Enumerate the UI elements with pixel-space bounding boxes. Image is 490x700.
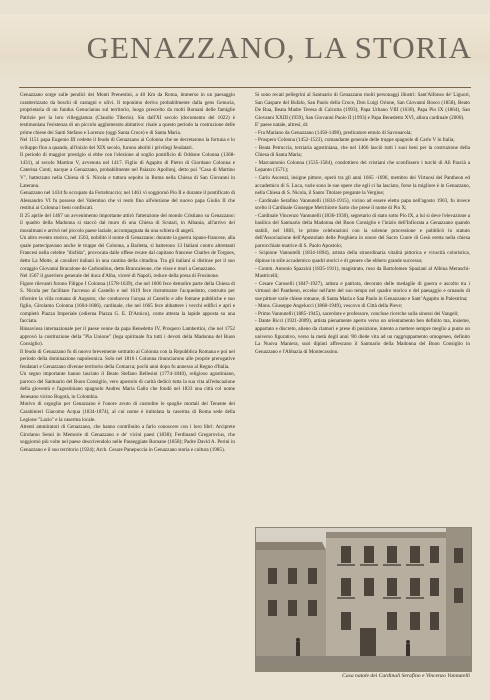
left-column-text bbox=[20, 92, 235, 697]
right-paragraph: - Prospero Colonna (1452-1523), comandante generale delle truppe spagnole di Carlo V in Italia; bbox=[255, 137, 455, 144]
title-divider bbox=[19, 87, 471, 88]
right-paragraph: - Marcantonio Colonna (1535-1584), condottiero dei cristiani che sconfissero i turchi di Alì Pascià a Lepanto (1571); bbox=[255, 159, 470, 174]
left-paragraph: Attenti ammiratori di Genazzano, che hanno contribuito a farlo conoscere con i loro libri: Arciprete Girolamo Senni in Memorie di Genazzano e de' vicini paesi (1838); Ferdinand Gregorovius, che soggiornò più volte nel paese descrivendolo nelle Passeggiate Romane (1858); Padre David A. Perini in Genazzano e il suo territorio (1924); Arch. Cesare Panepuccia in Genazzano storia e cultura (1985). bbox=[20, 424, 235, 453]
right-paragraph: - Mons. Giuseppe Angelucci (1868-1949), vescovo di Città della Pieve; bbox=[255, 303, 403, 310]
page-title: GENAZZANO, LA STORIA bbox=[86, 30, 472, 65]
left-paragraph: Un altro evento storico, nel 1503, nobilitò il nome di Genazzano: durante la guerra ispano-francese, alla quale partecipavano anche le truppe dei Colonna, a Barletta, si batterono 13 Italiani contro altrettanti Francesi nella celebre "disfida", provocata dalle offese recate dal capitano francese Charles de Torgues, detto La Motte, ai cavalieri italiani in una cantina della cittadina. Tra gli italiani si distinse per il suo coraggio Giovanni Bracalone de Carbonibus, detto Brancaleone, che visse e morì a Genazzano. bbox=[20, 235, 235, 272]
left-paragraph: Il 25 aprile del 1467 un avvenimento importante attirò l'attenzione del mondo Cristiano su Genazzano: il quadro della Madonna si staccò dal muro di una Chiesa di Scutari, in Albania, all'arrivo dei musulmani e arrivò nel piccolo paese laziale, accompagnata da una schiera di angeli. bbox=[20, 212, 235, 234]
right-paragraph: - Dante Ricci (1921-2009), artista pienamente aperto verso un orientamento ben definito ma, insieme, appartato e discreto, alieno da clamori e prese di posizione, intento a mettere sempre meglio a punto un universo figurativo, verso la metà degli anni '80 diede vita ad un raggruppamento omogeneo, definito La Nuova Maniera, suoi dipinti affrescano il Santuario della Madonna del Buon Consiglio in Genazzano e l'Abbazia di Montecassino. bbox=[255, 318, 470, 355]
left-paragraph: Figure rilevanti furono Filippo I Colonna (1578-1639), che nel 1606 fece demolire parte della Chiesa di S. Nicola per facilitare l'accesso al Castello e nel 1619 fece ristrutturare l'acquedotto, costruito per rifornire la villa romana di Augusto, che conduceva l'acqua al Castello e alle fontane pubbliche e suo figlio, Girolamo Colonna (1604-1666), cardinale, che nel 1665 fece abbattere i vecchi edifici e aprì e completò Piazza Imperiale (odierna Piazza G. E. D'Amico), come attesta la lapide apposta su una facciata. bbox=[20, 280, 235, 325]
right-paragraph: - Carlo Ascenzi, insigne pittore, operò tra gli anni 1665 -1696, membro dei Virtuosi del Pantheon ed accademico di S. Luca, varie sono le sue opere che egli ci ha lasciato, forse la migliore è in Genazzano, nella Chiesa di S. Nicola, il Santo Titolare pregante la Vergine; bbox=[255, 175, 470, 197]
historic-house-photo bbox=[255, 527, 472, 672]
right-paragraph: E' paese natale, altresì, di: bbox=[255, 122, 309, 129]
left-paragraph: Motivo di orgoglio per Genazzano è l'onore avuto di custodire le spoglie mortali del Tenente dei Carabinieri Giacomo Acqua (1834-1874), al cui nome è intitolata la caserma di Roma sede della Legione "Lazio" e la caserma locale. bbox=[20, 401, 235, 423]
right-paragraph: Si sono recati pellegrini al Santuario di Genazzano molti personaggi illustri: Sant'Alfonso de' Liguori, San Gaspare del Bufalo, San Paolo della Croce, Don Luigi Orione, San Giovanni Bosco (1858), Beato De Rua, Beata Madre Teresa di Calcutta (1993), Papa Urbano VIII (1630), Papa Pio IX (1864), San Giovanni XXIII (1959), San Giovanni Paolo II (1993) e Papa Benedetto XVI, allora cardinale (2000). bbox=[255, 92, 470, 121]
left-paragraph: Rinsaviosa internazionale per il paese venne da papa Benedetto IV, Prospero Lambertini, che nel 1752 approvò la costituzione della "Pia Unione" (lega spirituale fra tutti i devoti della Madonna del Buon Consiglio). bbox=[20, 325, 235, 348]
photo-caption: Casa natale dei Cardinali Serafino e Vincenzo Vannutelli bbox=[342, 673, 470, 679]
right-paragraph: - Cardinale Vincenzo Vannutelli (1836-1930), segretario di stato sotto Pio IX, a lui si deve l'elevazione a basilica del Santuario della Madonna del Buon Consiglio e l'inizio dell'Infiorata a Genazzano quando stabilì, nel 1883, le prime celebrazioni con la solenne processione e pubblicò lo statuto dell'Associazione dell'Apostolato delle Preghiera in onore del Sacro Cuore di Gesù eretta nella chiesa parrocchiale matrice di S. Paolo Apostolo; bbox=[255, 212, 470, 249]
right-paragraph: - Fra Mariano da Genazzano (1450-1498), predicatore emulo di Savonarola; bbox=[255, 129, 412, 136]
left-paragraph: Nel 1567 il guerriero generale del duca d'Alba, vicerè di Napoli, reduce della presa di Frosinone. bbox=[20, 273, 220, 280]
left-paragraph: Nel 1151 papa Eugenio III cedette il feudo di Genazzano ai Colonna che ne decretarono la fortuna e lo sviluppo fino a quando, all'inizio del XIX secolo, furono aboliti i privilegi feudatari. bbox=[20, 137, 235, 151]
right-paragraph: - Beata Petruccia, terziaria agostiniana, che nel 1466 lasciò tutti i suoi beni per la costruzione della Chiesa di Santa Maria; bbox=[255, 144, 470, 159]
left-paragraph: Genazzano sorge sulle pendici dei Monti Prenestini, a 40 Km da Roma, immerso in un paesaggio caratterizzato da boschi di castagni e ulivi. Il toponimo deriva probabilmente dalla gens Genucia, proprietaria di un fundus Genucianus sul territorio, luogo prescelto da molti Romani delle famiglie Patrizie per la loro villeggiatura (Claudio Tiberio). Sin dall'XI secolo (documento del 1022) è testimoniata l'esistenza di un piccolo agglomerato abitativo: risale a questo periodo la costruzione delle prime chiese dei Santi Stefano e Lorenzo (oggi Santa Croce) e di Santa Maria. bbox=[20, 92, 235, 136]
right-paragraph: - Cesare Caroselli (1847-1927), artista e patriota, decorato delle medaglie di guerra e ascolto tra i virtuosi del Pantheon, eccelse nell'arte del suo tempo nel quadro storico e del paesaggio e ornando di sue pitture varie chiese romane, di Santa Maria e San Paolo in Genazzano e Sant' Agapito in Palestrina; bbox=[255, 280, 470, 302]
left-paragraph: Il feudo di Genazzano fu di nuovo brevemente sottratto ai Colonna con la Repubblica Romana e poi nel periodo della dominazione napoleonica. Solo nel 1816 i Colonna rinunciarono alle proprie prerogative feudatari e Genazzano divenne territorio della Comarca; pochi anni dopo fu annesso al Regno d'Italia. bbox=[20, 348, 235, 370]
right-paragraph: - Cardinale Serafino Vannutelli (1834-1915), vicino ad essere eletto papa nell'agosto 1903, fu invece scelto il Cardinale Giuseppe Melchiorre Sarto che prese il nome di Pio X; bbox=[255, 197, 470, 212]
right-paragraph: - Comm. Antonio Spazzini (1835-1911), magistrato, ruso da Bartolomeo Spaziani al Albina Meraschi-Mastricelli; bbox=[255, 265, 470, 280]
right-paragraph: - Scipione Vannutelli (1834-1894), artista della straordinaria vitalità pittorica e vivacità coloristica, dipinse in stile accademico quadri storici e di genere che ebbero grande successo; bbox=[255, 250, 470, 265]
right-column-text bbox=[255, 92, 470, 522]
right-paragraph: - Primo Vannutelli (1885-1945), sacerdote e professore, concluse ricerche sulla sinossi dei Vangeli; bbox=[255, 310, 459, 317]
left-paragraph: Genazzano nel 1434 fu occupato da Fortebraccio; nel 1461 vi soggiornò Pio II e durante il pontificato di Alessandro VI fu posseso del Valentino che vi restò fino all'elezione del nuovo papa Giulio II che restituì ai Colonna i beni confiscati. bbox=[20, 190, 235, 212]
left-paragraph: Il periodo di maggior prestigio si ebbe con l'elezione al soglio pontificio di Oddone Colonna (1368-1431), al secolo Martino V, avvenuta nel 1417. Figlio di Agapito di Pietro di Giordano Colonna e Caterina Conti, nacque a Genazzano, probabilmente nel Palazzo Apollonj, detto poi "Casa di Martino V", battezzato nella Chiesa di S. Nicola e tuttora sepolto in Roma nella Chiesa di San Giovanni in Laterano. bbox=[20, 152, 235, 189]
left-paragraph: Un segno importante hanno lasciato il Beato Stefano Bellesini (1774-1840), religioso agostiniano, parroco del Santuario del Buon Consiglio, vero apostolo di carità dedicò tutta la sua vita all'educazione della gioventù e l'agostiniano spagnolo Andres Maria Gallo che fondò nel 1833 una città col nome Jenesano vicino Bogotà, in Colombia. bbox=[20, 371, 235, 400]
